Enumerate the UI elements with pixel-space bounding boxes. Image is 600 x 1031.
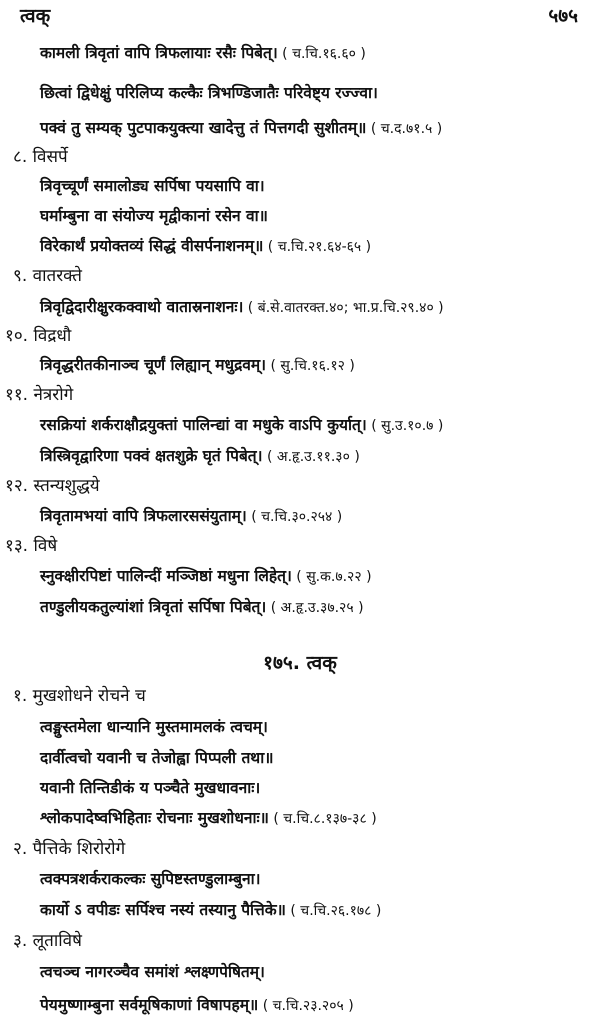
verse-line: कार्यो ऽ वपीडः सर्पिश्च नस्यं तस्यानु पैत्तिके॥ ( च.चि.२६.१७८ ) <box>40 901 382 919</box>
verse-line: त्रिवृद्धरीतकीनाञ्च चूर्णं लिह्यान् मधुद्रवम्। ( सु.चि.१६.१२ ) <box>40 356 355 374</box>
section-heading: ३. लूताविषे <box>13 931 82 951</box>
verse-line: दार्वीत्वचो यवानी च तेजोह्वा पिप्पली तथा॥ <box>40 749 274 767</box>
verse-line: त्रिवृच्चूर्णं समालोड्य सर्पिषा पयसापि वा। <box>40 177 265 195</box>
verse-line: विरेकार्थं प्रयोक्तव्यं सिद्धं वीसर्पनाशनम्॥ ( च.चि.२१.६४-६५ ) <box>40 237 372 255</box>
verse-line: यवानी तिन्तिडीकं य पञ्चैते मुखधावनाः। <box>40 779 261 797</box>
section-heading: ११. नेत्ररोगे <box>5 385 74 405</box>
section-heading: ९. वातरक्ते <box>13 266 82 286</box>
verse-line: पक्वं तु सम्यक् पुटपाकयुक्त्या खादेत्तु तं पित्तगदी सुशीतम्॥ ( च.द.७१.५ ) <box>40 119 443 137</box>
running-header-title: त्वक् <box>20 5 51 27</box>
verse-line: छित्वां द्विधेक्षुं परिलिप्य कल्कैः त्रिभण्डिजातैः परिवेष्ट्य रज्ज्वा। <box>40 84 378 102</box>
chapter-title: १७५. त्वक् <box>263 652 337 674</box>
page-number: ५७५ <box>548 5 578 27</box>
verse-line: स्नुक्क्षीरपिष्टां पालिन्दीं मञ्जिष्ठां मधुना लिहेत्। ( सु.क.७.२२ ) <box>40 567 372 585</box>
section-heading: २. पैत्तिके शिरोरोगे <box>13 839 126 859</box>
verse-line: त्रिवृतामभयां वापि त्रिफलारससंयुताम्। ( च.चि.३०.२५४ ) <box>40 507 343 525</box>
verse-line: श्लोकपादेष्वभिहिताः रोचनाः मुखशोधनाः॥ ( च.चि.८.१३७-३८ ) <box>40 809 377 827</box>
section-heading: १. मुखशोधने रोचने च <box>13 686 146 706</box>
verse-line: त्वक्पत्रशर्कराकल्कः सुपिष्टस्तण्डुलाम्बुना। <box>40 870 261 888</box>
verse-line: त्रिवृद्विदारीक्षुरकक्वाथो वातास्रनाशनः। ( बं.से.वातरक्त.४०; भा.प्र.चि.२९.४० ) <box>40 298 444 316</box>
verse-line: तण्डुलीयकतुल्यांशां त्रिवृतां सर्पिषा पिबेत्। ( अ.हृ.उ.३७.२५ ) <box>40 598 364 616</box>
verse-line: रसक्रियां शर्कराक्षौद्रयुक्तां पालिन्द्यां वा मधुके वाऽपि कुर्यात्। ( सु.उ.१०.७ ) <box>40 416 444 434</box>
verse-line: त्वचञ्च नागरञ्चैव समांशं श्लक्ष्णपेषितम्। <box>40 963 265 981</box>
verse-line: घर्माम्बुना वा संयोज्य मृद्वीकानां रसेन वा॥ <box>40 207 268 225</box>
verse-line: कामली त्रिवृतां वापि त्रिफलायाः रसैः पिबेत्। ( च.चि.१६.६० ) <box>40 44 366 62</box>
section-heading: १२. स्तन्यशुद्धये <box>5 476 100 496</box>
section-heading: १०. विद्रधौ <box>5 326 72 346</box>
section-heading: १३. विषे <box>5 536 58 556</box>
verse-line: त्वङ्मुस्तमेला धान्यानि मुस्तमामलकं त्वचम्। <box>40 718 268 736</box>
verse-line: पेयमुष्णाम्बुना सर्वमूषिकाणां विषापहम्॥ ( च.चि.२३.२०५ ) <box>40 996 354 1014</box>
verse-line: त्रिस्त्रिवृद्वारिणा पक्वं क्षतशुक्रे घृतं पिबेत्। ( अ.हृ.उ.११.३० ) <box>40 447 360 465</box>
section-heading: ८. विसर्पे <box>13 147 68 167</box>
